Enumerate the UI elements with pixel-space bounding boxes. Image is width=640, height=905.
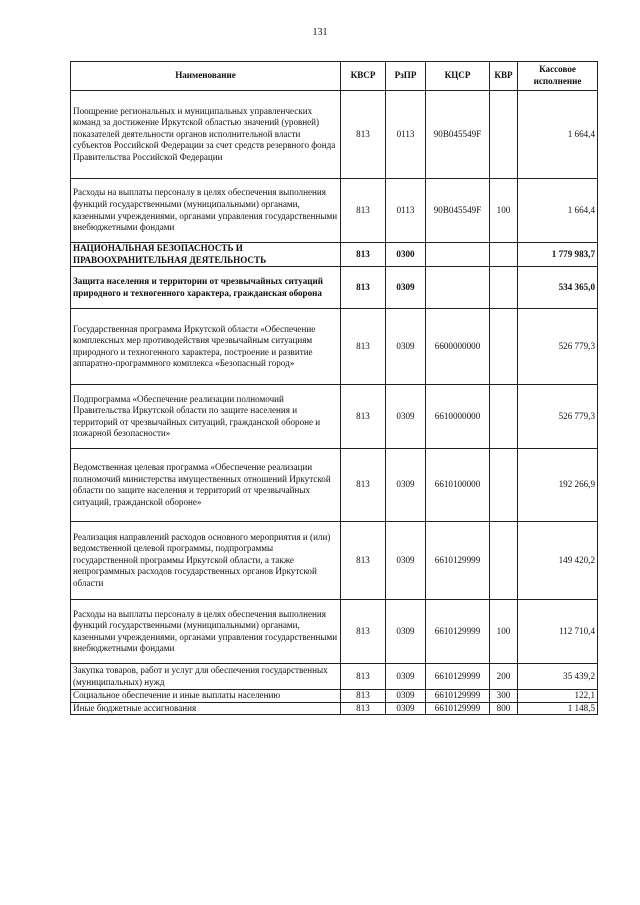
cell-name: НАЦИОНАЛЬНАЯ БЕЗОПАСНОСТЬ И ПРАВООХРАНИТЕЛЬНАЯ ДЕЯТЕЛЬНОСТЬ [71,243,341,267]
cell-kvsr: 813 [341,664,386,690]
cell-rzpr: 0309 [386,664,426,690]
cell-rzpr: 0309 [386,702,426,715]
cell-kvsr: 813 [341,600,386,664]
cell-rzpr: 0113 [386,179,426,243]
cell-kvsr: 813 [341,179,386,243]
table-row [71,267,598,309]
table-row [71,91,598,179]
table-row [71,179,598,243]
cell-name: Социальное обеспечение и иные выплаты населению [71,690,341,703]
cell-sum: 526 779,3 [518,385,598,449]
cell-kvr: 200 [490,664,518,690]
cell-sum: 35 439,2 [518,664,598,690]
cell-kvr: 100 [490,179,518,243]
cell-kvsr: 813 [341,522,386,600]
cell-sum: 149 420,2 [518,522,598,600]
cell-rzpr: 0309 [386,449,426,522]
cell-rzpr: 0309 [386,600,426,664]
cell-sum: 122,1 [518,690,598,703]
cell-name: Государственная программа Иркутской области «Обеспечение комплексных мер противодействия чрезвычайным ситуациям природного и техногенного характера, построение и развитие аппаратно-программного комплекса «Безопасный город» [71,309,341,385]
cell-kvr [490,243,518,267]
cell-kcsr [426,267,490,309]
budget-table [70,61,598,715]
header-kvsr: КВСР [341,62,386,91]
cell-kcsr: 6610129999 [426,690,490,703]
table-row [71,385,598,449]
table-header-row [71,62,598,91]
cell-sum: 1 664,4 [518,179,598,243]
table-row [71,522,598,600]
cell-sum: 534 365,0 [518,267,598,309]
cell-kvsr: 813 [341,690,386,703]
cell-kcsr: 6610129999 [426,702,490,715]
header-kcsr: КЦСР [426,62,490,91]
cell-kcsr: 6610129999 [426,522,490,600]
cell-rzpr: 0309 [386,385,426,449]
cell-kcsr: 6610129999 [426,600,490,664]
cell-sum: 1 779 983,7 [518,243,598,267]
cell-kcsr: 6610129999 [426,664,490,690]
table-row [71,690,598,703]
cell-kvr: 100 [490,600,518,664]
cell-name: Иные бюджетные ассигнования [71,702,341,715]
cell-name: Реализация направлений расходов основного мероприятия и (или) ведомственной целевой программы, подпрограммы государственной программы Иркутской области, а также непрограммных расходов государственных органов Иркутской области [71,522,341,600]
header-rzpr: РзПР [386,62,426,91]
cell-kvsr: 813 [341,385,386,449]
cell-sum: 526 779,3 [518,309,598,385]
cell-name: Защита населения и территории от чрезвычайных ситуаций природного и техногенного характера, гражданская оборона [71,267,341,309]
cell-kvsr: 813 [341,702,386,715]
table-row [71,309,598,385]
table-row [71,449,598,522]
cell-name: Поощрение региональных и муниципальных управленческих команд за достижение Иркутской областью значений (уровней) показателей деятельности органов исполнительной власти субъектов Российской Федерации за счет средств резервного фонда Правительства Российской Федерации [71,91,341,179]
cell-rzpr: 0309 [386,309,426,385]
cell-name: Подпрограмма «Обеспечение реализации полномочий Правительства Иркутской области по защите населения и территорий от чрезвычайных ситуаций, гражданской обороне и пожарной безопасности» [71,385,341,449]
cell-kvsr: 813 [341,243,386,267]
cell-kcsr: 90В045549F [426,91,490,179]
cell-name: Ведомственная целевая программа «Обеспечение реализации полномочий министерства имущественных отношений Иркутской области по защите населения и территорий от чрезвычайных ситуаций, гражданской обороне» [71,449,341,522]
cell-rzpr: 0309 [386,690,426,703]
cell-kvsr: 813 [341,309,386,385]
cell-kvr [490,449,518,522]
cell-kvr: 800 [490,702,518,715]
cell-kvr [490,309,518,385]
page-number: 131 [312,27,328,38]
table-row [71,702,598,715]
cell-name: Закупка товаров, работ и услуг для обеспечения государственных (муниципальных) нужд [71,664,341,690]
cell-kvr [490,91,518,179]
cell-kcsr: 90В045549F [426,179,490,243]
cell-kvr: 300 [490,690,518,703]
cell-kvr [490,385,518,449]
cell-name: Расходы на выплаты персоналу в целях обеспечения выполнения функций государственными (муниципальными) органами, казенными учреждениями, органами управления государственными внебюджетными фондами [71,600,341,664]
cell-name: Расходы на выплаты персоналу в целях обеспечения выполнения функций государственными (муниципальными) органами, казенными учреждениями, органами управления государственными внебюджетными фондами [71,179,341,243]
cell-kcsr: 6600000000 [426,309,490,385]
cell-rzpr: 0113 [386,91,426,179]
cell-sum: 192 266,9 [518,449,598,522]
cell-kvr [490,267,518,309]
cell-kvsr: 813 [341,91,386,179]
cell-sum: 1 664,4 [518,91,598,179]
table-row [71,600,598,664]
cell-rzpr: 0309 [386,267,426,309]
table-row [71,243,598,267]
cell-kvsr: 813 [341,267,386,309]
cell-sum: 112 710,4 [518,600,598,664]
header-name: Наименование [71,62,341,91]
cell-kcsr: 6610000000 [426,385,490,449]
cell-kvr [490,522,518,600]
table-row [71,664,598,690]
cell-kcsr: 6610100000 [426,449,490,522]
cell-rzpr: 0309 [386,522,426,600]
cell-kvsr: 813 [341,449,386,522]
header-kvr: КВР [490,62,518,91]
header-sum: Кассовое исполнение [518,62,598,91]
cell-sum: 1 148,5 [518,702,598,715]
cell-rzpr: 0300 [386,243,426,267]
cell-kcsr [426,243,490,267]
